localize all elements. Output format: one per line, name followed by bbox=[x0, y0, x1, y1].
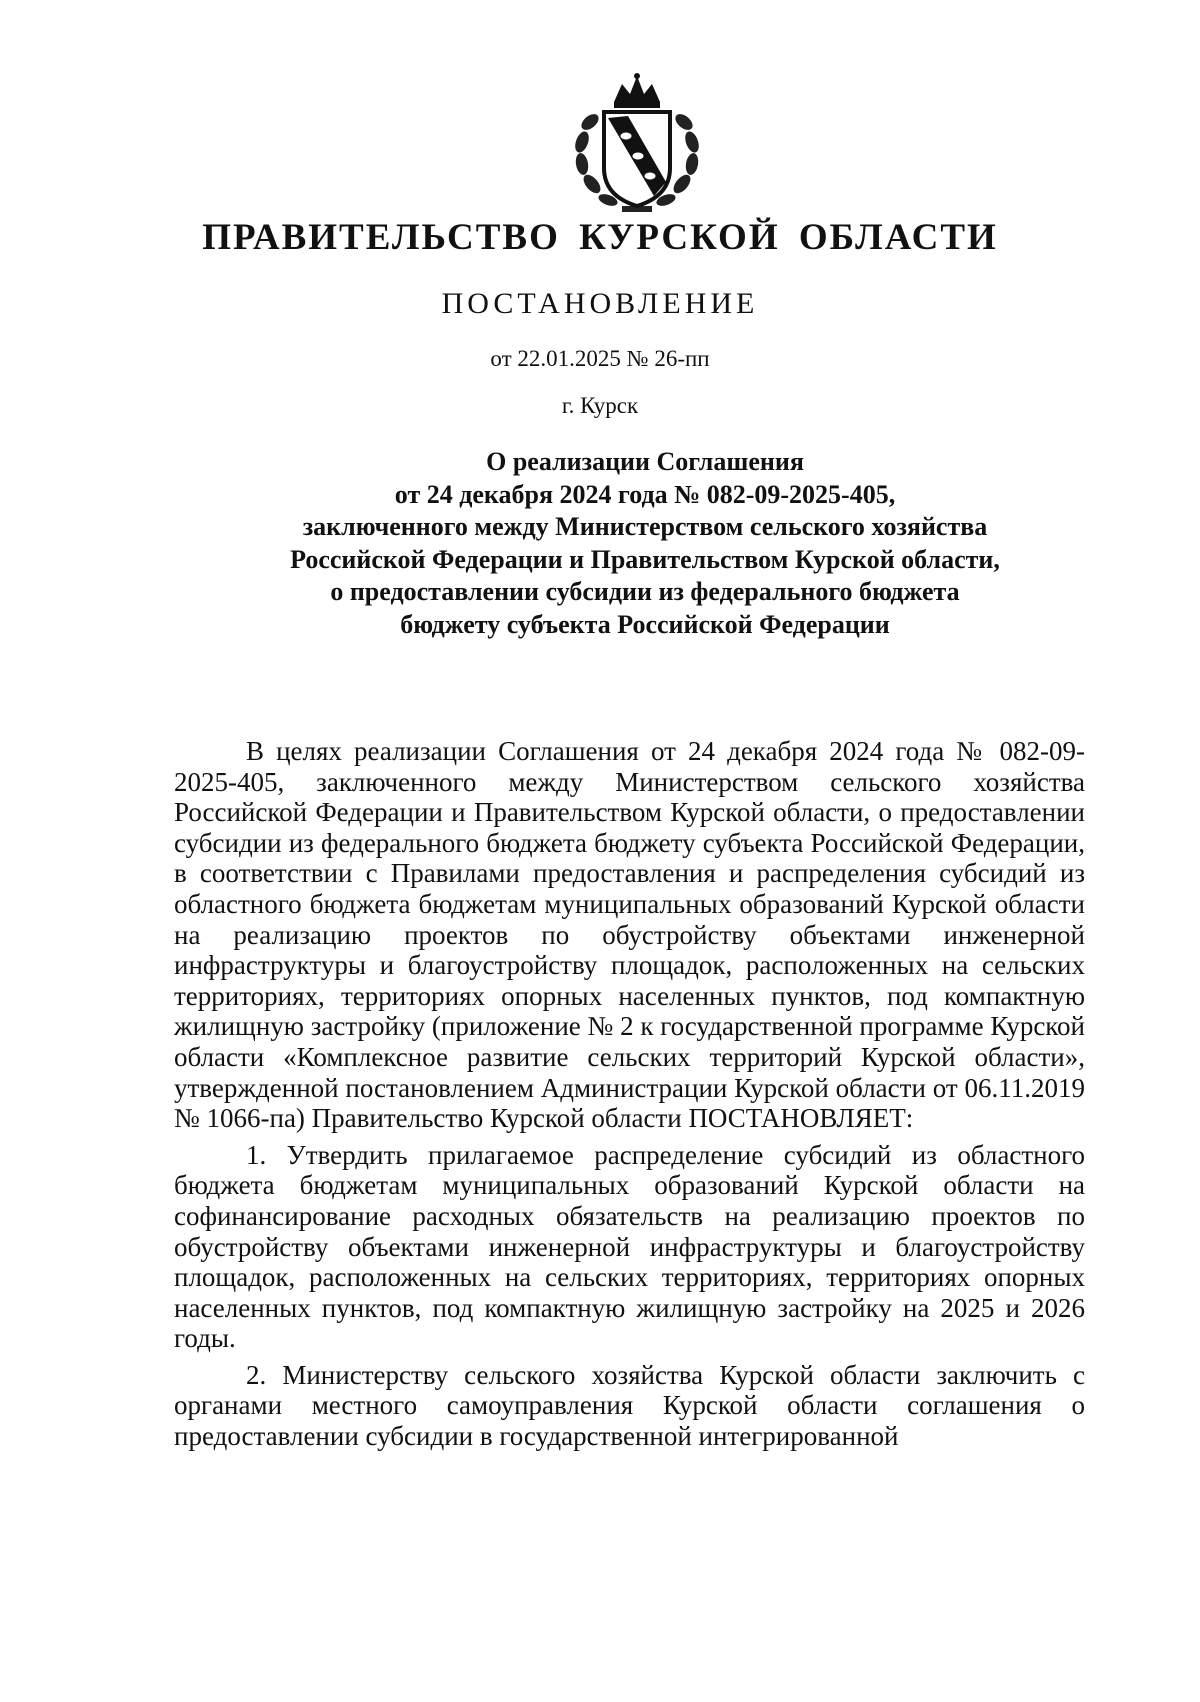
document-place: г. Курск bbox=[561, 393, 639, 418]
subject-line: от 24 декабря 2024 года № 082-09-2025-405, bbox=[394, 479, 896, 509]
subject-line: О реализации Соглашения bbox=[486, 447, 804, 476]
preamble-text: В целях реализации Соглашения от 24 декабря 2024 года № 082-09-2025-405, заключенного между Министерством сельского хозяйства Российской Федерации и Правительством Курской области, о предоставлении субсидии из федерального бюджета бюджету субъекта Российской Федерации, в соответствии с Правилами предоставления и распределения субсидий из областного бюджета бюджетам муниципальных образований Курской области на реализацию проектов по обустройству объектами инженерной инфраструктуры и благоустройству площадок, расположенных на сельских территориях, территориях опорных населенных пунктов, под компактную жилищную застройку (приложение № 2 к государственной программе Курской области «Комплексное развитие сельских территорий Курской области», утвержденной постановлением Администрации Курской области от 06.11.2019 № 1066-па) Правительство Курской области bbox=[174, 736, 1085, 1134]
subject-line: Российской Федерации и Правительством Курской области, bbox=[290, 544, 1000, 574]
kursk-coat-of-arms-icon bbox=[562, 72, 712, 220]
document-body bbox=[174, 736, 1085, 1452]
subject-line: заключенного между Министерством сельского хозяйства bbox=[302, 512, 988, 542]
document-date-number: от 22.01.2025 № 26-пп bbox=[490, 346, 710, 371]
item-1-paragraph: 1. Утвердить прилагаемое распределение субсидий из областного бюджета бюджетам муниципальных образований Курской области на софинансирование расходных обязательств на реализацию проектов по обустройству объектами инженерной инфраструктуры и благоустройству площадок, расположенных на сельских территориях, территориях опорных населенных пунктов, под компактную жилищную застройку на 2025 и 2026 годы. bbox=[174, 1139, 1085, 1354]
document-type: ПОСТАНОВЛЕНИЕ bbox=[441, 287, 759, 320]
decree-word: ПОСТАНОВЛЯЕТ: bbox=[688, 1103, 914, 1134]
subject-line: о предоставлении субсидии из федерального бюджета bbox=[330, 577, 960, 607]
subject-line: бюджету субъекта Российской Федерации bbox=[400, 609, 890, 639]
item-2-paragraph: 2. Министерству сельского хозяйства Курской области заключить с органами местного самоуправления Курской области соглашения о предоставлении субсидии в государственной интегрированной bbox=[174, 1359, 1085, 1452]
government-title: ПРАВИТЕЛЬСТВО КУРСКОЙ ОБЛАСТИ bbox=[202, 217, 998, 258]
document-subject bbox=[160, 446, 1130, 642]
preamble-paragraph bbox=[174, 736, 1085, 1134]
